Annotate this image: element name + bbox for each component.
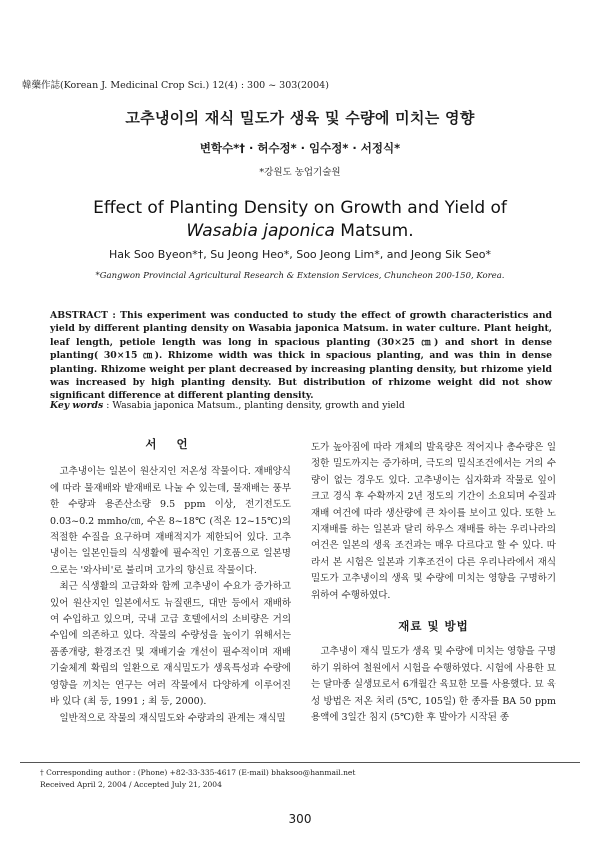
keywords-label: Key words: [50, 400, 104, 411]
species-name: Wasabia japonica: [186, 221, 335, 241]
methods-paragraph: 고추냉이 재식 밀도가 생육 및 수량에 미치는 영향을 구명하기 위하여 철원에서 시험을 수행하였다. 시험에 사용한 묘는 달마종 실생묘로서 6개월간 육묘한 모를 사용했다. 묘 육성 방법은 저온 처리 (5℃, 105일) 한 종자를 BA 50 ppm용액에 3일간 침지 (5℃)한 후 발아가 시작된 종: [311, 646, 556, 724]
english-title-line1: Effect of Planting Density on Growth and Yield of: [93, 198, 507, 218]
intro-heading: 서 언: [145, 437, 196, 451]
methods-heading: 재료 및 방법: [398, 619, 469, 634]
korean-authors: 변학수*† · 허수정* · 임수정* · 서정식*: [199, 141, 401, 155]
page-number: 300: [288, 812, 312, 826]
abstract-text: This experiment was conducted to study the effect of growth characteristics and yield by different planting density on Wasabia japonica Matsum. in water culture. Plant height, leaf length, petiole length was long in spacious planting (30×25 ㎝) and short in dense planting( 30×15 ㎝). Rhizome width was thick in spacious planting, and was thin in dense planting. Rhizome weight per plant decreased by increasing planting density, but rhizome yield was increased by high planting density. But distribution of rhizome weight did not show significant difference at different planting density.: [50, 310, 552, 402]
korean-title: 고추냉이의 재식 밀도가 생육 및 수량에 미치는 영향: [125, 109, 475, 127]
species-author: Matsum.: [334, 221, 414, 241]
english-authors: Hak Soo Byeon*†, Su Jeong Heo*, Soo Jeong Lim*, and Jeong Sik Seo*: [108, 248, 492, 261]
intro-continued: 도가 높아짐에 따라 개체의 발육량은 적어지나 총수량은 일정한 밀도까지는 증가하며, 극도의 밀식조건에서는 거의 수량이 없는 경우도 있다. 고추냉이는 십자화과 작물로 잎이 크고 경식 후 수확까지 2년 정도의 기간이 소요되며 수질과 재배 여건에 따라 생산량에 큰 차이를 보이고 있다. 또한 노지재배를 하는 일본과 달리 하우스 재배를 하는 우리나라의 여건은 일본의 생육 조건과는 매우 다르다고 할 수 있다. 따라서 본 시험은 일본과 기후조건이 다른 우리나라에서 재식 밀도가 고추냉이의 생육 및 수량에 미치는 영향을 구명하기 위하여 수행하였다.: [311, 442, 556, 601]
english-title: [0, 197, 600, 243]
keywords-text: : Wasabia japonica Matsum., planting density, growth and yield: [103, 400, 405, 411]
intro-paragraph-1: 고추냉이는 일본이 원산지인 저온성 작물이다. 재배양식에 따라 물재배와 밭재배로 나눌 수 있는데, 물재배는 풍부한 수량과 용존산소량 9.5 ppm 이상, 전기전도도 0.03~0.2 mmho/㎝, 수온 8~18℃ (적온 12~15℃)의 적절한 수질을 요구하며 재배적지가 제한되어 있다. 고추냉이는 일본인들의 식생활에 필수적인 기호품으로 일본명으로는 '와사비'로 불리며 고가의 향신료 작물이다.: [50, 466, 291, 576]
korean-affiliation: *강원도 농업기술원: [259, 167, 341, 178]
english-affiliation: *Gangwon Provincial Agricultural Research & Extension Services, Chuncheon 200-150, Korea.: [95, 271, 505, 281]
abstract-label: ABSTRACT :: [50, 310, 116, 321]
intro-paragraph-2: 최근 식생활의 고급화와 함께 고추냉이 수요가 증가하고 있어 원산지인 일본에서도 뉴질랜드, 대만 등에서 재배하여 수입하고 있으며, 국내 고급 호텔에서의 소비량은 거의 수입에 의존하고 있다. 작물의 수량성을 높이기 위해서는 품종개량, 환경조건 및 재배기술 개선이 필수적이며 재배기술체계 확립의 일환으로 재식밀도가 생육특성과 수량에 영향을 끼치는 연구는 여러 작물에서 다양하게 이루어진 바 있다 (최 등, 1991 ; 최 등, 2000).: [50, 581, 291, 708]
left-column: [50, 428, 291, 727]
right-column: [311, 440, 556, 727]
journal-header: 韓藥作誌(Korean J. Medicinal Crop Sci.) 12(4) : 300 ~ 303(2004): [22, 80, 329, 91]
footnote: [40, 767, 355, 791]
footnote-divider: [20, 762, 580, 763]
abstract: [50, 309, 552, 403]
received-dates: Received April 2, 2004 / Accepted July 21, 2004: [40, 780, 222, 789]
corresponding-author: † Corresponding author : (Phone) +82-33-335-4617 (E-mail) bhaksoo@hanmail.net: [40, 768, 356, 777]
intro-paragraph-3: 일반적으로 작물의 재식밀도와 수량과의 관계는 재식밀: [59, 712, 286, 724]
english-title-line2: [0, 220, 600, 243]
keywords: [50, 400, 552, 411]
